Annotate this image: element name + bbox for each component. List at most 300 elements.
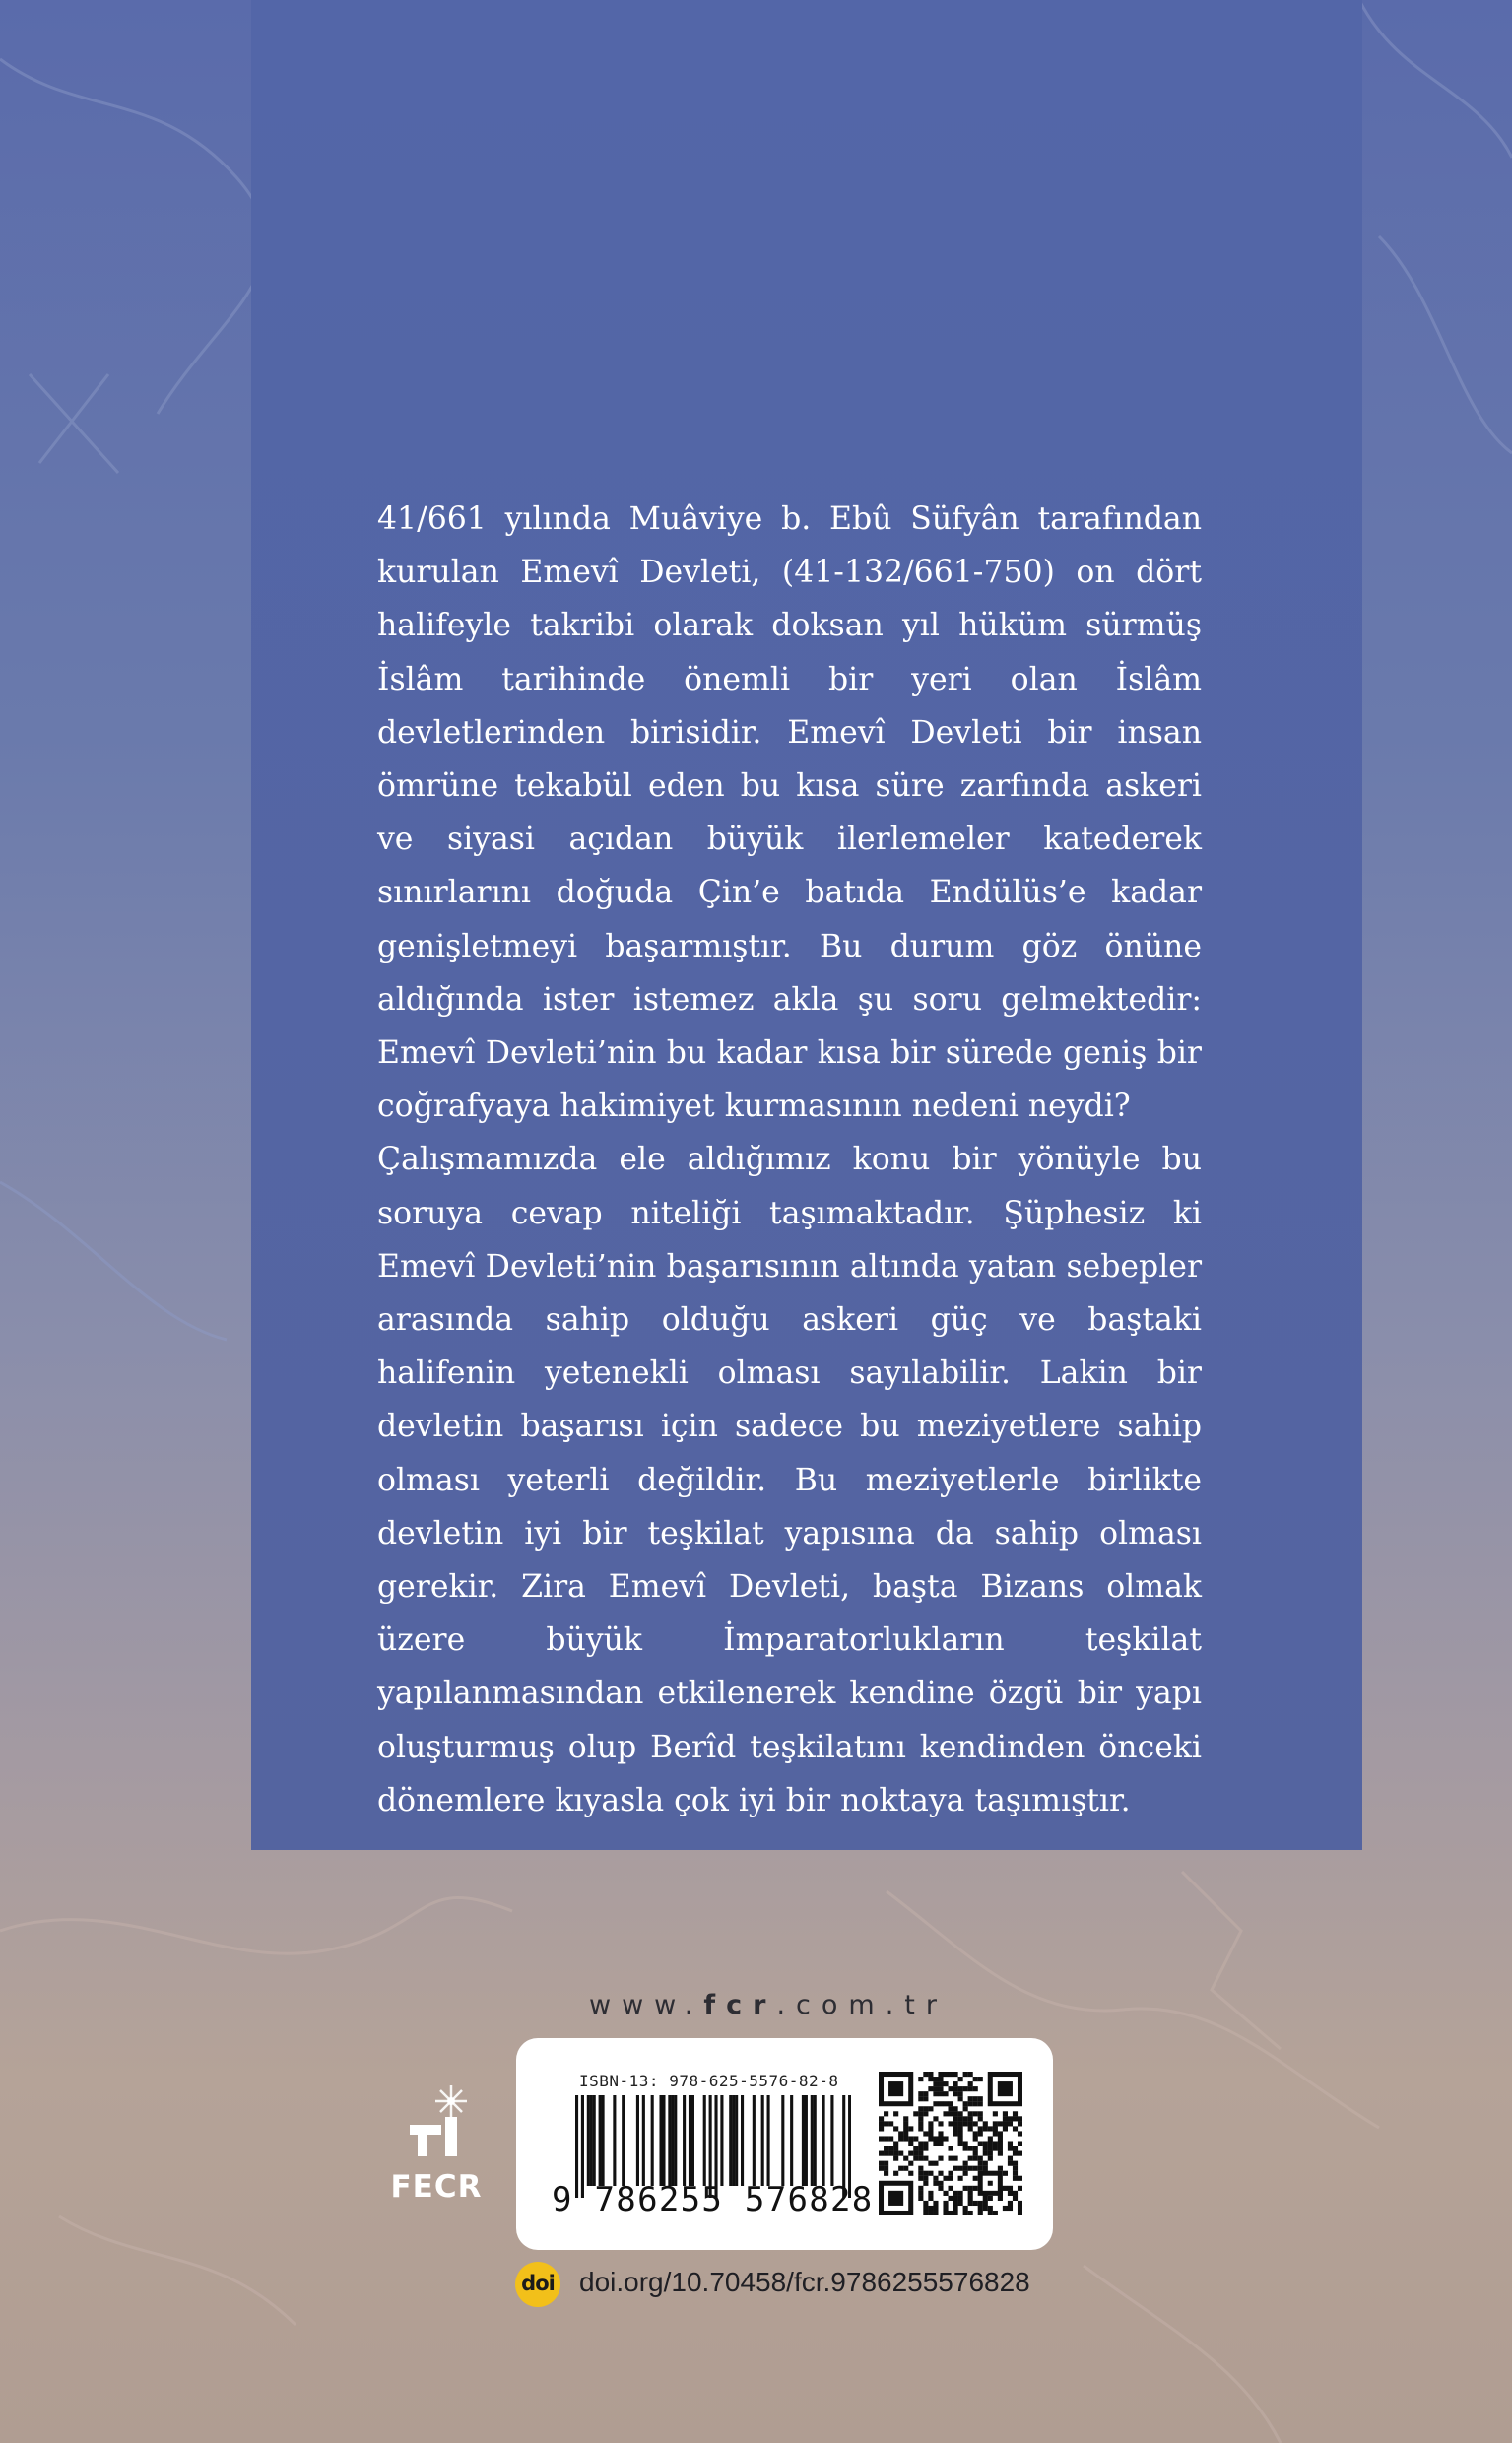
qr-module [918,2121,923,2126]
qr-module [1013,2111,1018,2116]
qr-module [1008,2186,1013,2191]
qr-module [879,2126,884,2131]
qr-module [968,2146,973,2151]
barcode-bar [622,2095,625,2186]
qr-module [948,2086,953,2091]
qr-module [948,2156,953,2161]
qr-module [908,2126,913,2131]
qr-module [1008,2156,1013,2161]
qr-module [918,2196,923,2201]
qr-module [968,2166,973,2171]
barcode-bar [587,2095,590,2186]
qr-module [973,2096,978,2101]
qr-module [918,2106,923,2111]
qr-module [958,2091,963,2096]
qr-module [978,2141,983,2146]
qr-module [923,2211,928,2215]
qr-module [879,2121,884,2126]
qr-module [938,2086,943,2091]
qr-module [983,2201,988,2206]
qr-module [923,2111,928,2116]
qr-module [908,2136,913,2141]
qr-module [988,2156,993,2161]
qr-module [998,2131,1003,2136]
qr-module [948,2072,953,2077]
qr-module [908,2161,913,2166]
qr-module [943,2072,948,2077]
qr-module [928,2136,933,2141]
qr-module [968,2121,973,2126]
qr-module [879,2166,884,2171]
qr-module [993,2146,998,2151]
barcode-bar [668,2095,671,2186]
qr-module [968,2086,973,2091]
qr-module [953,2072,958,2077]
qr-module [933,2086,938,2091]
qr-module [968,2101,973,2106]
qr-code-icon [879,2072,1022,2215]
qr-module [943,2191,948,2196]
qr-module [953,2206,958,2211]
qr-module [918,2096,923,2101]
qr-module [953,2086,958,2091]
qr-module [884,2121,888,2126]
qr-module [1008,2141,1013,2146]
qr-module [988,2196,993,2201]
qr-module [918,2091,923,2096]
qr-module [918,2186,923,2191]
qr-module [923,2156,928,2161]
qr-module [983,2151,988,2156]
barcode-bar [830,2095,833,2186]
barcode-bar [802,2095,805,2186]
qr-module [988,2126,993,2131]
qr-module [943,2206,948,2211]
barcode-bar [735,2095,738,2186]
qr-module [978,2126,983,2131]
qr-module [958,2176,963,2181]
qr-module [998,2121,1003,2126]
qr-module [953,2211,958,2215]
qr-module [998,2166,1003,2171]
qr-module [923,2096,928,2101]
barcode-bar [599,2095,602,2186]
qr-module [968,2111,973,2116]
qr-module [948,2196,953,2201]
qr-module [978,2111,983,2116]
qr-module [953,2166,958,2171]
qr-module [983,2206,988,2211]
fecr-logo-text: FECR [390,2169,483,2205]
qr-module [1013,2176,1018,2181]
qr-module [938,2091,943,2096]
qr-module [968,2096,973,2101]
qr-module [928,2161,933,2166]
qr-module [978,2161,983,2166]
qr-module [1003,2206,1008,2211]
qr-module [978,2077,983,2081]
qr-module [998,2081,1013,2096]
qr-module [938,2171,943,2176]
qr-module [963,2116,968,2121]
qr-module [938,2181,943,2186]
qr-module [958,2201,963,2206]
qr-module [879,2151,884,2156]
qr-module [888,2121,893,2126]
qr-module [973,2077,978,2081]
qr-module [913,2136,918,2141]
qr-module [923,2091,928,2096]
qr-module [963,2186,968,2191]
qr-module [923,2146,928,2151]
barcode-card [516,2038,1053,2250]
qr-module [903,2166,908,2171]
qr-module [948,2101,953,2106]
qr-module [923,2131,928,2136]
qr-module [923,2176,928,2181]
qr-module [993,2111,998,2116]
back-cover-blurb [377,493,1202,1827]
qr-module [923,2181,928,2186]
qr-module [988,2151,993,2156]
qr-module [953,2191,958,2196]
qr-module [953,2116,958,2121]
qr-module [1008,2191,1013,2196]
qr-module [993,2131,998,2136]
qr-module [973,2121,978,2126]
doi-link[interactable]: doi.org/10.70458/fcr.9786255576828 [579,2267,1030,2297]
qr-module [928,2191,933,2196]
qr-module [983,2146,988,2151]
qr-module [963,2072,968,2077]
qr-module [928,2131,933,2136]
qr-module [918,2141,923,2146]
qr-module [893,2111,898,2116]
qr-module [928,2206,933,2211]
barcode-bar [602,2095,605,2186]
qr-module [933,2101,938,2106]
qr-module [978,2206,983,2211]
qr-module [938,2186,943,2191]
qr-module [983,2141,988,2146]
barcode-bar [729,2095,732,2186]
qr-module [953,2081,958,2086]
qr-module [958,2096,963,2101]
qr-module [953,2121,958,2126]
qr-module [918,2156,923,2161]
qr-module [879,2136,884,2141]
qr-module [958,2131,963,2136]
qr-module [1008,2206,1013,2211]
qr-module [973,2101,978,2106]
qr-module [928,2211,933,2215]
qr-module [879,2161,884,2166]
barcode-bar [659,2095,662,2186]
qr-module [923,2072,928,2077]
ean-digits: 9 786255 576828 [552,2180,874,2219]
qr-module [953,2126,958,2131]
publisher-website [512,1990,1024,2020]
qr-module [983,2126,988,2131]
qr-module [968,2186,973,2191]
qr-module [958,2136,963,2141]
qr-module [983,2196,988,2201]
qr-module [1013,2151,1018,2156]
qr-module [968,2081,973,2086]
qr-module [998,2146,1003,2151]
qr-module [938,2141,943,2146]
qr-module [903,2131,908,2136]
qr-module [1013,2196,1018,2201]
qr-module [958,2086,963,2091]
qr-module [903,2121,908,2126]
qr-module [1013,2126,1018,2131]
qr-module [968,2126,973,2131]
qr-module [933,2161,938,2166]
qr-module [884,2146,888,2151]
qr-module [1018,2131,1022,2136]
barcode-bar [805,2095,808,2186]
qr-module [923,2141,928,2146]
qr-module [1008,2121,1013,2126]
barcode-bar [822,2095,825,2186]
qr-module [963,2101,968,2106]
qr-module [884,2151,888,2156]
barcode-bar [662,2095,665,2186]
qr-module [943,2091,948,2096]
qr-module [968,2191,973,2196]
qr-module [948,2186,953,2191]
fecr-logo-icon [382,2083,491,2167]
qr-module [978,2201,983,2206]
qr-module [988,2136,993,2141]
qr-module [884,2171,888,2176]
qr-module [933,2181,938,2186]
qr-module [948,2146,953,2151]
qr-module [973,2151,978,2156]
qr-module [988,2181,993,2186]
qr-module [948,2171,953,2176]
qr-module [938,2077,943,2081]
qr-module [918,2171,923,2176]
qr-module [943,2136,948,2141]
qr-module [978,2096,983,2101]
barcode-bar [651,2095,654,2186]
qr-module [888,2081,903,2096]
qr-module [933,2201,938,2206]
qr-module [1003,2126,1008,2131]
barcode-bar [689,2095,691,2186]
qr-module [983,2161,988,2166]
qr-module [938,2156,943,2161]
qr-module [903,2156,908,2161]
barcode-bar [590,2095,593,2186]
qr-module [958,2121,963,2126]
qr-module [1013,2161,1018,2166]
barcode-bar [642,2095,645,2186]
qr-module [1018,2186,1022,2191]
qr-module [973,2136,978,2141]
qr-module [933,2206,938,2211]
qr-module [968,2211,973,2215]
qr-module [968,2201,973,2206]
qr-module [993,2121,998,2126]
barcode-bar [674,2095,677,2186]
qr-module [918,2146,923,2151]
qr-module [953,2091,958,2096]
qr-module [968,2156,973,2161]
qr-module [1018,2211,1022,2215]
qr-module [1013,2116,1018,2121]
qr-module [928,2121,933,2126]
qr-module [928,2086,933,2091]
qr-module [1003,2121,1008,2126]
qr-module [973,2156,978,2161]
qr-module [1018,2121,1022,2126]
qr-module [983,2121,988,2126]
qr-module [993,2211,998,2215]
barcode-bar [741,2095,744,2186]
qr-module [1008,2161,1013,2166]
qr-module [943,2101,948,2106]
qr-module [923,2206,928,2211]
qr-module [918,2191,923,2196]
barcode-bar [703,2095,706,2186]
qr-module [879,2116,884,2121]
qr-module [943,2111,948,2116]
qr-module [1018,2206,1022,2211]
qr-module [1018,2141,1022,2146]
qr-module [918,2166,923,2171]
barcode-bar [811,2095,814,2186]
qr-module [963,2171,968,2176]
qr-module [893,2146,898,2151]
qr-module [948,2111,953,2116]
qr-module [973,2111,978,2116]
qr-module [1018,2176,1022,2181]
isbn-label: ISBN-13: 978-625-5576-82-8 [579,2072,839,2090]
qr-module [963,2141,968,2146]
qr-module [958,2191,963,2196]
qr-module [933,2091,938,2096]
qr-module [968,2196,973,2201]
qr-module [983,2166,988,2171]
qr-module [943,2211,948,2215]
qr-module [1003,2171,1008,2176]
qr-module [988,2211,993,2215]
qr-module [938,2072,943,2077]
qr-module [888,2146,893,2151]
qr-module [918,2151,923,2156]
barcode-bar [613,2095,616,2186]
barcode-bar [814,2095,817,2186]
qr-module [898,2151,903,2156]
qr-module [908,2141,913,2146]
qr-module [978,2116,983,2121]
qr-module [928,2072,933,2077]
qr-module [933,2081,938,2086]
barcode-bar [636,2095,639,2186]
qr-module [1013,2171,1018,2176]
qr-module [978,2211,983,2215]
qr-module [978,2131,983,2136]
qr-module [963,2161,968,2166]
qr-module [988,2141,993,2146]
qr-module [933,2176,938,2181]
qr-module [1003,2186,1008,2191]
qr-module [953,2156,958,2161]
qr-module [933,2141,938,2146]
qr-module [938,2131,943,2136]
barcode-bar [683,2095,686,2186]
qr-module [958,2166,963,2171]
qr-module [893,2151,898,2156]
qr-module [913,2151,918,2156]
qr-module [953,2106,958,2111]
qr-module [958,2077,963,2081]
qr-module [1018,2151,1022,2156]
qr-module [973,2201,978,2206]
qr-module [884,2161,888,2166]
qr-module [1008,2201,1013,2206]
qr-module [918,2116,923,2121]
qr-module [928,2126,933,2131]
qr-module [953,2131,958,2136]
qr-module [978,2101,983,2106]
qr-module [918,2176,923,2181]
qr-module [963,2166,968,2171]
qr-module [1008,2146,1013,2151]
qr-module [938,2121,943,2126]
qr-module [978,2166,983,2171]
qr-module [1013,2166,1018,2171]
qr-module [953,2201,958,2206]
qr-module [923,2201,928,2206]
qr-module [928,2171,933,2176]
qr-module [968,2116,973,2121]
website-suffix: .com.tr [776,1990,948,2020]
qr-module [963,2086,968,2091]
qr-module [918,2111,923,2116]
qr-module [948,2211,953,2215]
qr-module [938,2101,943,2106]
qr-module [963,2121,968,2126]
qr-module [903,2136,908,2141]
qr-module [968,2072,973,2077]
qr-module [923,2171,928,2176]
qr-module [928,2196,933,2201]
qr-module [998,2196,1003,2201]
qr-module [908,2171,913,2176]
qr-module [884,2136,888,2141]
qr-module [888,2151,893,2156]
barcode-bar [761,2095,764,2186]
qr-module [998,2136,1003,2141]
qr-module [913,2111,918,2116]
qr-module [1003,2116,1008,2121]
barcode-bar [790,2095,793,2186]
qr-module [938,2081,943,2086]
qr-module [898,2136,903,2141]
qr-module [958,2116,963,2121]
qr-module [943,2081,948,2086]
qr-module [998,2141,1003,2146]
qr-module [993,2126,998,2131]
qr-module [978,2156,983,2161]
qr-module [884,2166,888,2171]
qr-module [963,2211,968,2215]
qr-module [908,2151,913,2156]
